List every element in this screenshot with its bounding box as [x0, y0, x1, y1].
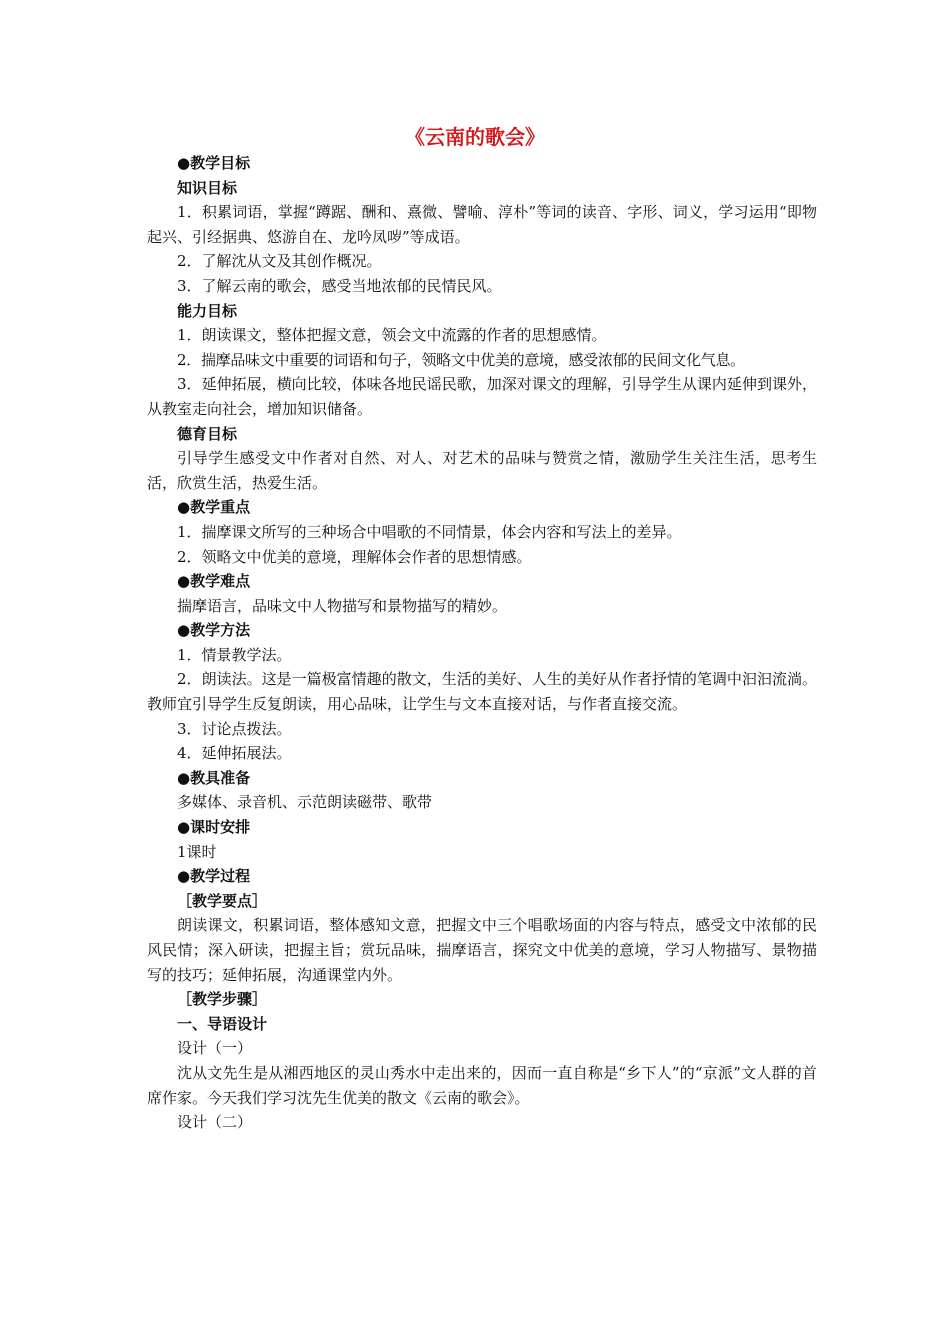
heading-tools: ●教具准备 [177, 768, 251, 787]
heading-methods: ●教学方法 [177, 621, 251, 640]
tools-text: 多媒体、录音机、示范朗读磁带、歌带 [177, 793, 433, 812]
heading-schedule: ●课时安排 [177, 818, 251, 837]
document-title: 《云南的歌会》 [405, 125, 545, 149]
heading-process: ●教学过程 [177, 867, 251, 886]
essentials-text: 朗读课文，积累词语，整体感知文意，把握文中三个唱歌场面的内容与特点，感受文中浓郁的民风民情；深入研读，把握主旨；赏玩品味，揣摩语言，探究文中优美的意境，学习人物描写、景物描写的技巧；延伸拓展，沟通课堂内外。 [147, 916, 817, 984]
schedule-text: 1课时 [177, 842, 217, 861]
heading-key-points: ●教学重点 [177, 498, 251, 517]
heading-essentials: ［教学要点］ [177, 891, 268, 910]
knowledge-item: 1．积累词语，掌握“蹲踞、酬和、熹微、譬喻、淳朴”等词的读音、字形、词义，学习运用“即物起兴、引经据典、悠游自在、龙吟凤哕”等成语。 [147, 203, 817, 246]
knowledge-item: 2．了解沈从文及其创作概况。 [177, 252, 382, 271]
design-text: 沈从文先生是从湘西地区的灵山秀水中走出来的，因而一直自称是“乡下人”的“京派”文人群的首席作家。今天我们学习沈先生优美的散文《云南的歌会》。 [147, 1063, 817, 1107]
method-item: 3．讨论点拨法。 [177, 719, 292, 738]
method-item: 2．朗读法。这是一篇极富情趣的散文，生活的美好、人生的美好从作者抒情的笔调中汩汩流淌。教师宜引导学生反复朗读，用心品味，让学生与文本直接对话，与作者直接交流。 [147, 670, 817, 714]
ability-item: 2．揣摩品味文中重要的词语和句子，领略文中优美的意境，感受浓郁的民间文化气息。 [177, 350, 745, 369]
heading-intro-design: 一、导语设计 [177, 1014, 268, 1033]
document-body [147, 151, 817, 1135]
heading-objectives: ●教学目标 [177, 154, 251, 172]
heading-knowledge-objectives: 知识目标 [177, 178, 238, 197]
method-item: 1．情景教学法。 [177, 645, 292, 664]
key-point-item: 2．领略文中优美的意境，理解体会作者的思想情感。 [177, 547, 532, 566]
ability-item: 1．朗读课文，整体把握文意，领会文中流露的作者的思想感情。 [177, 326, 607, 345]
difficulties-text: 揣摩语言，品味文中人物描写和景物描写的精妙。 [177, 596, 508, 615]
design-label: 设计（二） [177, 1113, 253, 1132]
ability-item: 3．延伸拓展，横向比较，体味各地民谣民歌，加深对课文的理解，引导学生从课内延伸到课外，从教室走向社会，增加知识储备。 [147, 375, 817, 418]
heading-ability-objectives: 能力目标 [177, 301, 238, 320]
method-item: 4．延伸拓展法。 [177, 744, 292, 763]
design-label: 设计（一） [177, 1039, 253, 1058]
key-point-item: 1．揣摩课文所写的三种场合中唱歌的不同情景，体会内容和写法上的差异。 [177, 522, 682, 541]
knowledge-item: 3．了解云南的歌会，感受当地浓郁的民情民风。 [177, 276, 502, 295]
heading-steps: ［教学步骤］ [177, 990, 268, 1009]
heading-moral-objectives: 德育目标 [177, 424, 238, 443]
heading-difficulties: ●教学难点 [177, 572, 251, 591]
moral-text: 引导学生感受文中作者对自然、对人、对艺术的品味与赞赏之情，激励学生关注生活，思考生活，欣赏生活，热爱生活。 [147, 449, 817, 492]
